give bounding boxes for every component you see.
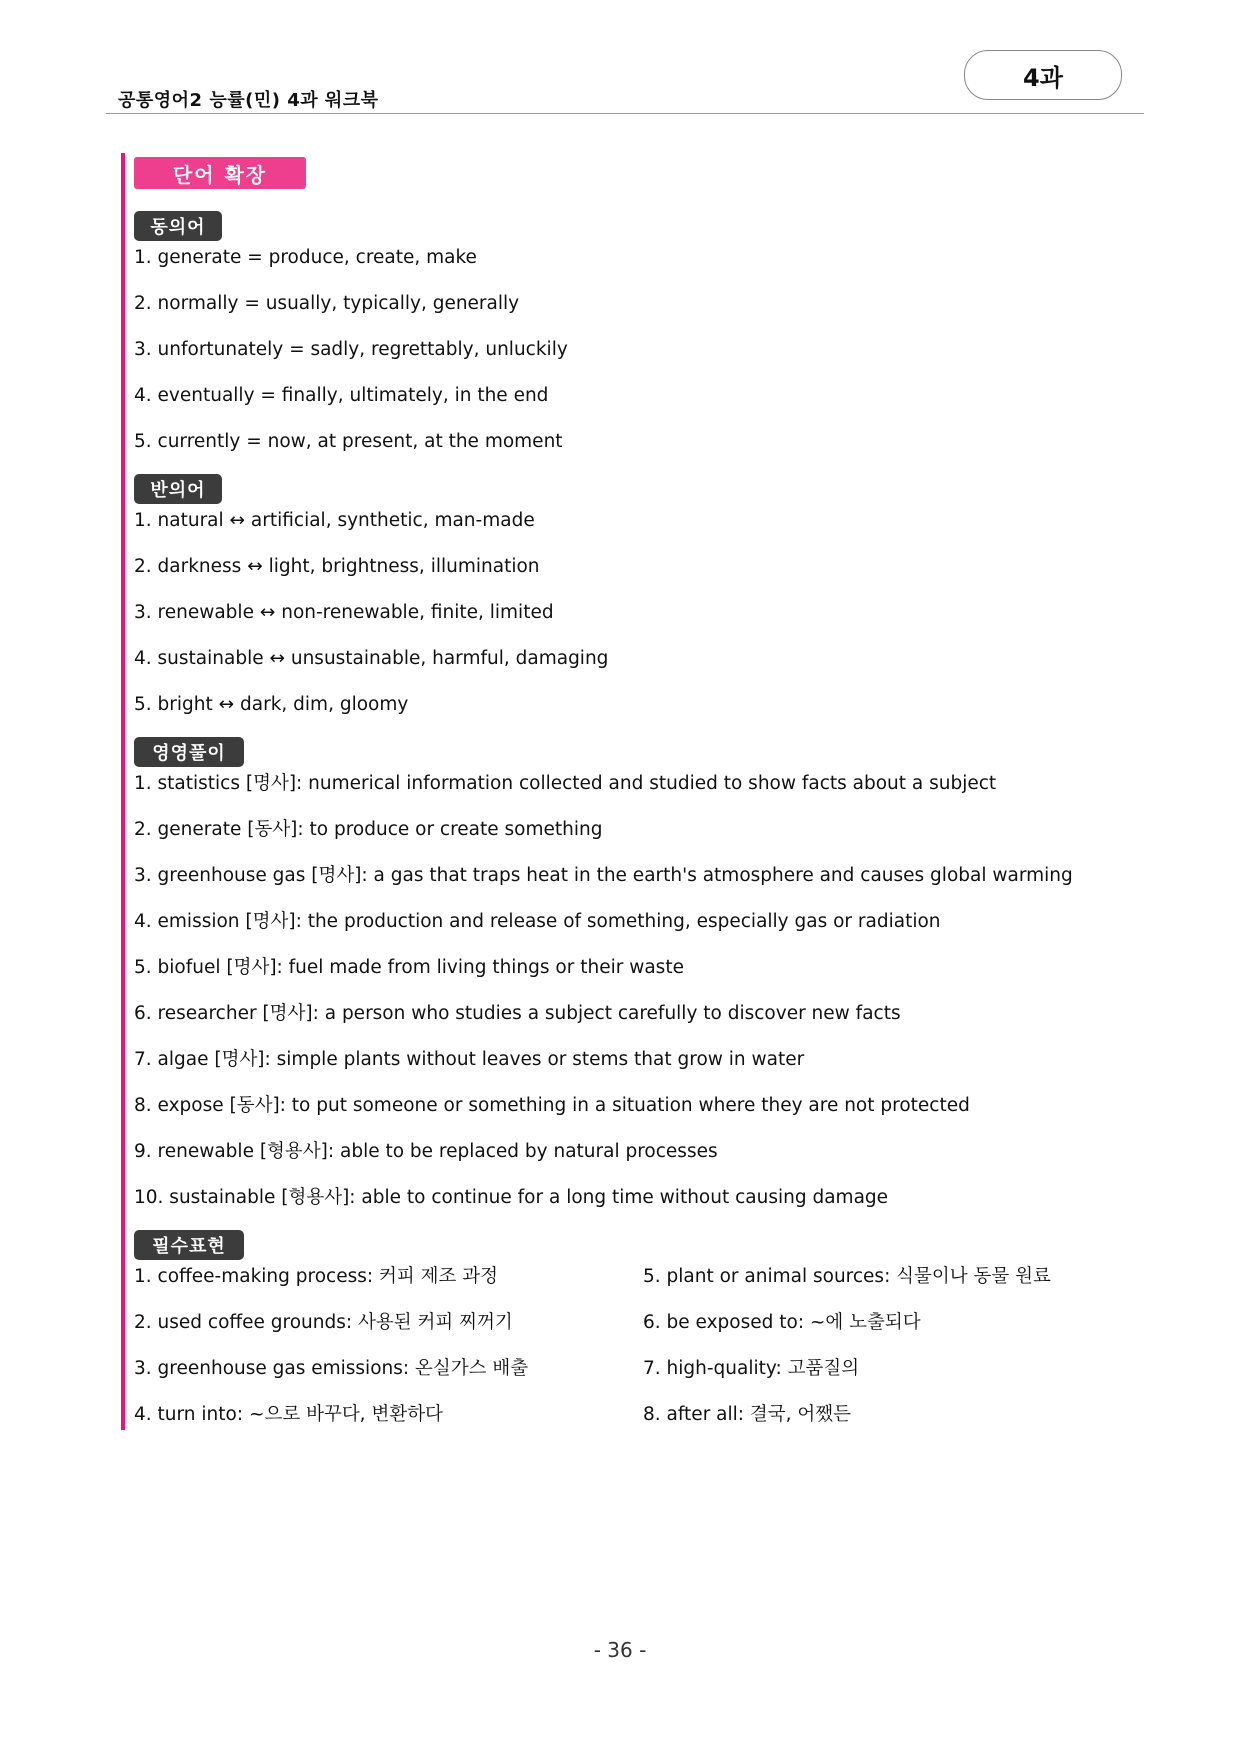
synonym-item: 4. eventually = finally, ultimately, in the end <box>134 385 549 406</box>
definition-item: 5. biofuel [명사]: fuel made from living things or their waste <box>134 957 684 978</box>
workbook-title: 공통영어2 능률(민) 4과 워크북 <box>118 90 379 111</box>
antonyms-badge: 반의어 <box>134 474 222 504</box>
definition-item: 8. expose [동사]: to put someone or something in a situation where they are not protected <box>134 1095 970 1116</box>
definition-item: 2. generate [동사]: to produce or create something <box>134 819 603 840</box>
expression-item: 6. be exposed to: ~에 노출되다 <box>643 1312 921 1333</box>
expression-item: 7. high-quality: 고품질의 <box>643 1358 860 1379</box>
definitions-badge: 영영풀이 <box>134 737 244 767</box>
expression-item: 8. after all: 결국, 어쨌든 <box>643 1404 852 1425</box>
synonym-item: 1. generate = produce, create, make <box>134 247 477 268</box>
expression-item: 3. greenhouse gas emissions: 온실가스 배출 <box>134 1358 529 1379</box>
antonym-item: 1. natural ↔ artificial, synthetic, man-made <box>134 510 535 531</box>
synonym-item: 2. normally = usually, typically, generally <box>134 293 520 314</box>
expression-item: 2. used coffee grounds: 사용된 커피 찌꺼기 <box>134 1312 513 1333</box>
definition-item: 6. researcher [명사]: a person who studies a subject carefully to discover new facts <box>134 1003 901 1024</box>
lesson-tab: 4과 <box>964 50 1122 100</box>
antonym-item: 5. bright ↔ dark, dim, gloomy <box>134 694 409 715</box>
synonyms-badge: 동의어 <box>134 211 222 241</box>
expression-item: 4. turn into: ~으로 바꾸다, 변환하다 <box>134 1404 443 1425</box>
header-divider <box>106 113 1144 114</box>
antonym-item: 2. darkness ↔ light, brightness, illumination <box>134 556 540 577</box>
definition-item: 1. statistics [명사]: numerical information collected and studied to show facts about a subject <box>134 773 997 794</box>
expression-item: 5. plant or animal sources: 식물이나 동물 원료 <box>643 1266 1051 1287</box>
synonym-item: 3. unfortunately = sadly, regrettably, unluckily <box>134 339 568 360</box>
definition-item: 7. algae [명사]: simple plants without leaves or stems that grow in water <box>134 1049 805 1070</box>
definition-item: 4. emission [명사]: the production and release of something, especially gas or radiation <box>134 911 941 932</box>
synonym-item: 5. currently = now, at present, at the moment <box>134 431 563 452</box>
section-title-badge: 단어 확장 <box>134 157 306 189</box>
expressions-badge: 필수표현 <box>134 1230 244 1260</box>
page-number: - 36 - <box>593 1638 647 1662</box>
section-accent-bar <box>121 153 125 1430</box>
definition-item: 9. renewable [형용사]: able to be replaced by natural processes <box>134 1141 718 1162</box>
antonym-item: 3. renewable ↔ non-renewable, finite, limited <box>134 602 554 623</box>
antonym-item: 4. sustainable ↔ unsustainable, harmful, damaging <box>134 648 609 669</box>
expression-item: 1. coffee-making process: 커피 제조 과정 <box>134 1266 498 1287</box>
definition-item: 3. greenhouse gas [명사]: a gas that traps heat in the earth's atmosphere and causes global warming <box>134 865 1073 886</box>
definition-item: 10. sustainable [형용사]: able to continue for a long time without causing damage <box>134 1187 889 1208</box>
